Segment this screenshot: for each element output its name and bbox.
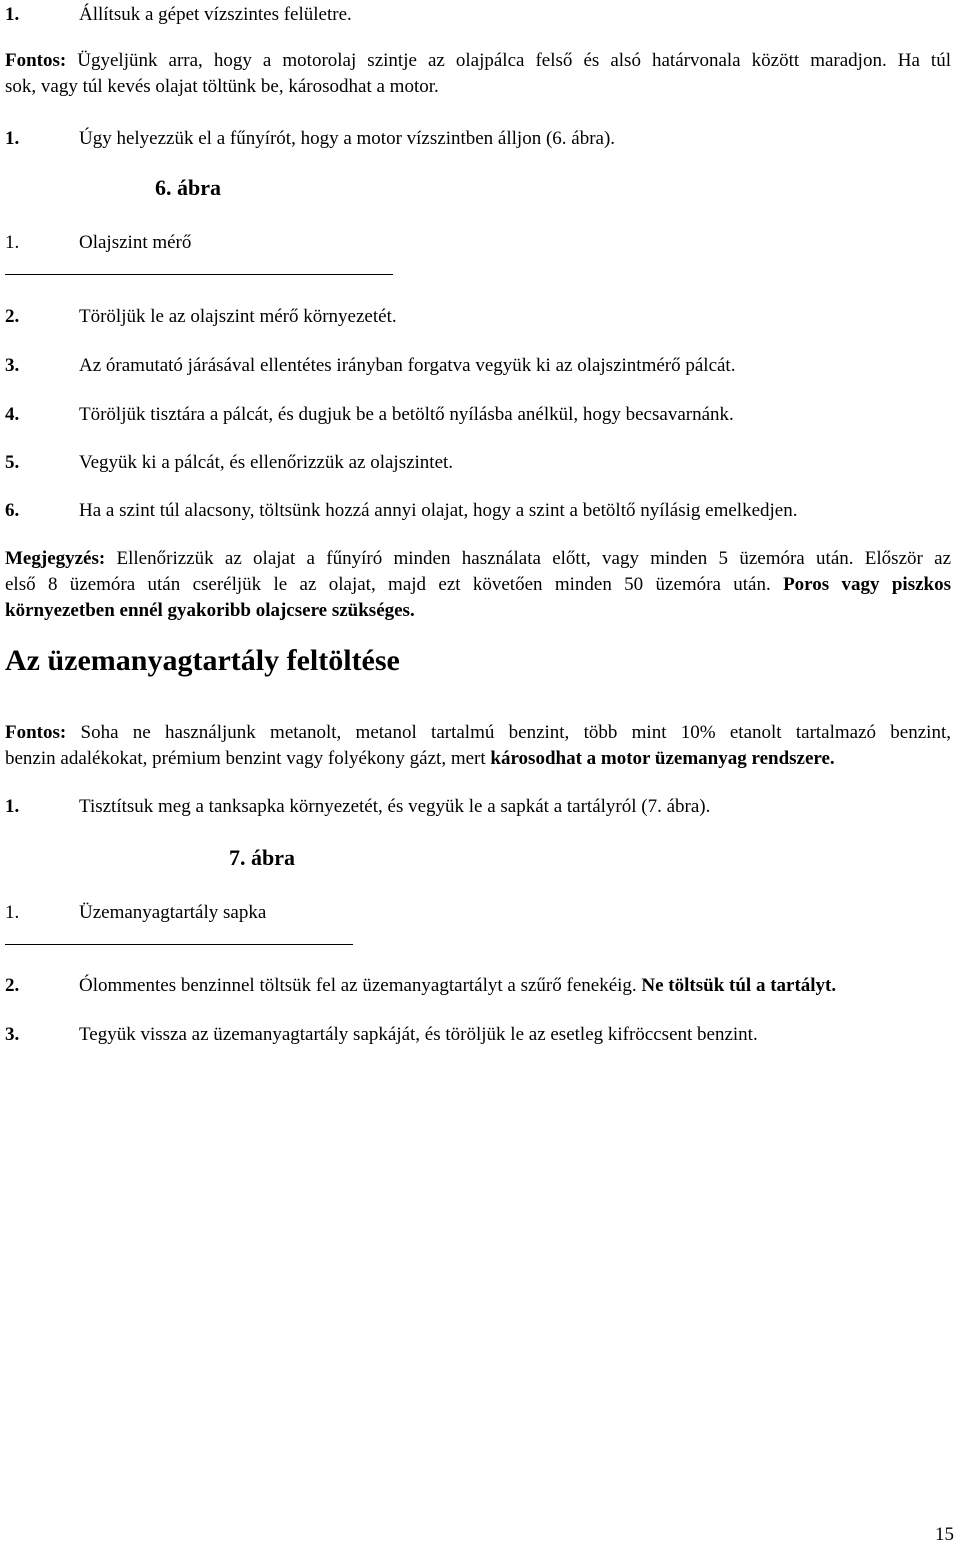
figure-7-label: 7. ábra [229, 845, 295, 870]
step-number: 3. [5, 1024, 20, 1045]
step-number: 3. [5, 355, 20, 376]
fuel-warning [5, 720, 951, 772]
page-number: 15 [935, 1524, 954, 1545]
legend-text: Üzemanyagtartály sapka [79, 902, 267, 923]
warning-line-2: benzin adalékokat, prémium benzint vagy folyékony gázt, mert károsodhat a motor üzemanyag rendszere. [5, 748, 835, 769]
step-text: Állítsuk a gépet vízszintes felületre. [79, 4, 352, 25]
figure-6-label: 6. ábra [155, 175, 221, 200]
step-number: 6. [5, 500, 20, 521]
remark-line-1: Megjegyzés: Ellenőrizzük az olajat a fűnyíró minden használata előtt, vagy minden 5 üzemóra után. Először az [5, 548, 951, 569]
step-text: Vegyük ki a pálcát, és ellenőrizzük az olajszintet. [79, 452, 454, 473]
note-line-1: Fontos: Ügyeljünk arra, hogy a motorolaj szintje az olajpálca felső és alsó határvonala között maradjon. Ha túl [5, 50, 951, 71]
note-line-2: sok, vagy túl kevés olajat töltünk be, károsodhat a motor. [5, 76, 439, 97]
step-text: Töröljük tisztára a pálcát, és dugjuk be a betöltő nyílásba anélkül, hogy becsavarnánk. [79, 404, 734, 425]
step-number: 4. [5, 404, 20, 425]
remark-line-3: környezetben ennél gyakoribb olajcsere szükséges. [5, 600, 415, 621]
section-heading: Az üzemanyagtartály feltöltése [5, 644, 400, 677]
step-number: 1. [5, 128, 20, 149]
legend-text: Olajszint mérő [79, 232, 192, 253]
step-number: 2. [5, 306, 20, 327]
step-warning: Ne töltsük túl a tartályt. [641, 975, 837, 996]
step-number: 1. [5, 4, 20, 25]
step-number: 5. [5, 452, 20, 473]
step-text: Tisztítsuk meg a tanksapka környezetét, és vegyük le a sapkát a tartályról (7. ábra). [79, 796, 711, 817]
step-text: Töröljük le az olajszint mérő környezetét. [79, 306, 397, 327]
step-text: Tegyük vissza az üzemanyagtartály sapkáját, és töröljük le az esetleg kifröccsent benzint. [79, 1024, 758, 1045]
warning-label: Fontos: [5, 722, 67, 743]
legend-rule [5, 274, 393, 275]
step-text: Az óramutató járásával ellentétes irányban forgatva vegyük ki az olajszintmérő pálcát. [79, 355, 736, 376]
remark-paragraph [5, 546, 951, 624]
step-text: Ha a szint túl alacsony, töltsünk hozzá annyi olajat, hogy a szint a betöltő nyílásig emelkedjen. [79, 500, 798, 521]
warning-line-1: Fontos: Soha ne használjunk metanolt, metanol tartalmú benzint, több mint 10% etanolt tartalmazó benzint, [5, 722, 951, 743]
legend-number: 1. [5, 902, 20, 923]
remark-line-2: első 8 üzemóra után cseréljük le az olajat, majd ezt követően minden 50 üzemóra után. Poros vagy piszkos [5, 574, 951, 595]
step-text: Ólommentes benzinnel töltsük fel az üzemanyagtartályt a szűrő fenekéig. Ne töltsük túl a tartályt. [79, 975, 837, 996]
important-note [5, 48, 951, 100]
step-text: Úgy helyezzük el a fűnyírót, hogy a motor vízszintben álljon (6. ábra). [79, 128, 616, 149]
note-label: Fontos: [5, 50, 67, 71]
step-number: 1. [5, 796, 20, 817]
legend-rule [5, 944, 353, 945]
legend-number: 1. [5, 232, 20, 253]
step-number: 2. [5, 975, 20, 996]
remark-label: Megjegyzés: [5, 548, 106, 569]
